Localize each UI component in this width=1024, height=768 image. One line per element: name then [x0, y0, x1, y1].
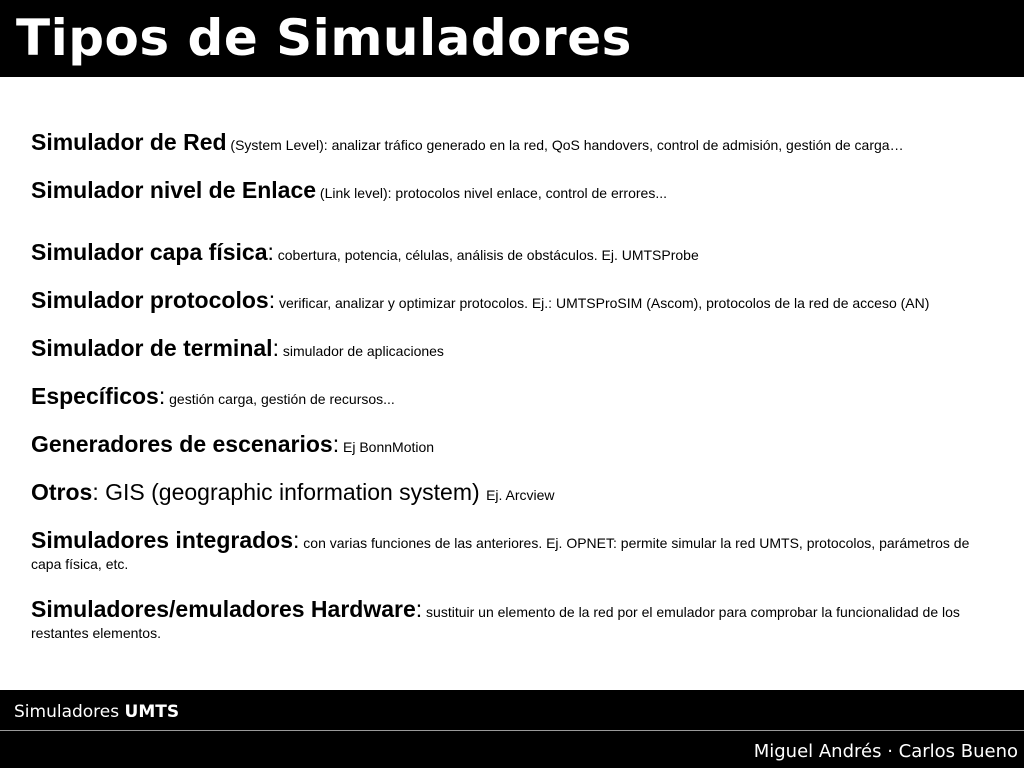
list-item [31, 334, 996, 362]
item-description: Ej BonnMotion [339, 439, 435, 455]
item-description: con varias funciones de las anteriores. Ej. OPNET: permite simular la red UMTS, protocolos, parámetros de capa física, etc. [31, 535, 970, 572]
item-colon: : [332, 431, 340, 457]
list-item [31, 128, 996, 156]
item-term: Simuladores/emuladores Hardware [31, 596, 416, 622]
list-item [31, 478, 996, 506]
item-term: Simulador de Red [31, 129, 227, 155]
item-colon: : [272, 335, 279, 361]
item-description: cobertura, potencia, células, análisis de obstáculos. Ej. UMTSProbe [273, 247, 699, 263]
item-colon: : [268, 287, 276, 313]
item-description: simulador de aplicaciones [278, 343, 444, 359]
item-term: Otros [31, 479, 93, 505]
list-item [31, 286, 996, 314]
item-term: Específicos [31, 383, 159, 409]
item-colon: : [267, 239, 274, 265]
footer-authors: Miguel Andrés · Carlos Bueno [753, 741, 1018, 762]
item-term: Simuladores integrados [31, 527, 294, 553]
item-description: gestión carga, gestión de recursos... [165, 391, 395, 407]
list-item [31, 430, 996, 458]
simulator-type-list [31, 128, 996, 644]
item-description: (System Level): analizar tráfico generado en la red, QoS handovers, control de admisión, gestión de carga… [226, 137, 904, 153]
item-description: (Link level): protocolos nivel enlace, control de errores... [316, 185, 667, 201]
page-title: Tipos de Simuladores [16, 9, 632, 67]
footer-course-prefix: Simuladores [14, 702, 125, 722]
footer-bar [0, 690, 1024, 768]
list-item [31, 595, 996, 644]
list-item [31, 238, 996, 266]
list-item [31, 176, 996, 204]
title-bar [0, 0, 1024, 77]
item-colon: : [415, 596, 423, 622]
item-term: Simulador nivel de Enlace [31, 177, 317, 203]
footer-course-bold: UMTS [124, 702, 180, 722]
item-description: sustituir un elemento de la red por el emulador para comprobar la funcionalidad de los restantes elementos. [31, 604, 960, 641]
item-term: Generadores de escenarios [31, 431, 333, 457]
footer-course-title [14, 702, 179, 722]
item-term: Simulador de terminal [31, 335, 273, 361]
list-item [31, 526, 996, 575]
list-item [31, 382, 996, 410]
item-colon: : [92, 479, 99, 505]
item-colon: : [293, 527, 300, 553]
item-term: Simulador capa física [31, 239, 268, 265]
footer-divider [0, 730, 1024, 731]
item-description: verificar, analizar y optimizar protocolos. Ej.: UMTSProSIM (Ascom), protocolos de la red de acceso (AN) [275, 295, 930, 311]
item-colon: : [158, 383, 166, 409]
item-description: Ej. Arcview [486, 487, 555, 503]
item-description-large: GIS (geographic information system) [98, 479, 487, 505]
item-term: Simulador protocolos [31, 287, 269, 313]
